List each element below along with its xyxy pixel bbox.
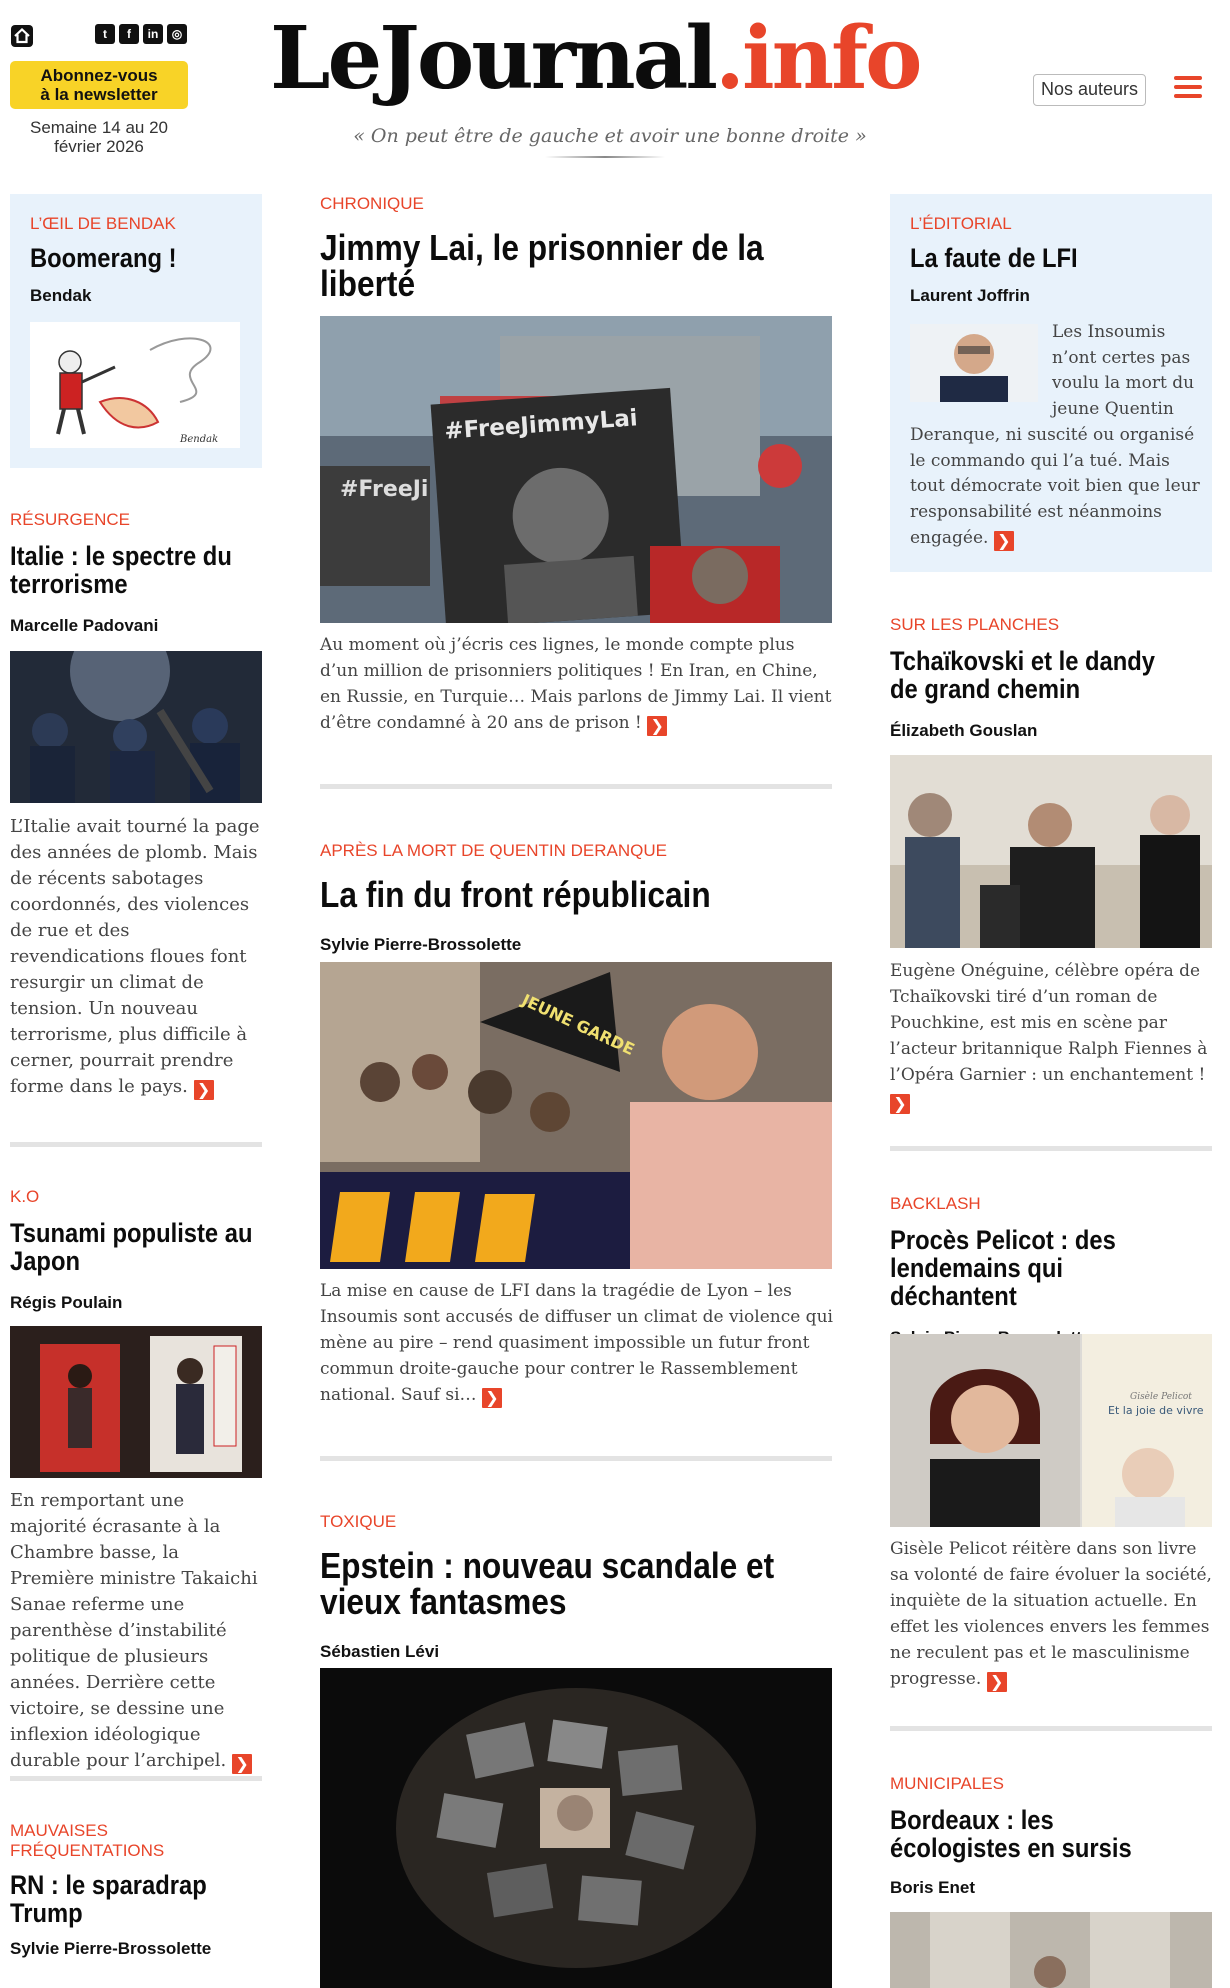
read-more-arrow[interactable]: ❯ <box>994 531 1014 551</box>
article-excerpt <box>10 1488 264 1774</box>
article-excerpt <box>890 1536 1216 1692</box>
week-line2: février 2026 <box>54 137 144 156</box>
svg-text:#FreeJi: #FreeJi <box>340 477 429 502</box>
article-title[interactable]: Epstein : nouveau scandale et vieux fantasmes <box>320 1545 775 1622</box>
section-divider <box>890 1726 1212 1731</box>
tagline-divider <box>545 156 665 158</box>
article-excerpt <box>320 1278 834 1408</box>
week-line1: Semaine 14 au 20 <box>30 118 168 137</box>
article-title[interactable]: Jimmy Lai, le prisonnier de la liberté <box>320 227 764 304</box>
article-excerpt-text: L’Italie avait tourné la page des années de plomb. Mais de récents sabotages coordonnés, des violences de rue et des revendications floues font resurgir un climat de tension. Un nouveau terrorisme, plus difficile à cerner, pourrait prendre forme dans le pays. <box>10 816 260 1097</box>
article-card[interactable] <box>320 1512 832 1662</box>
article-author[interactable]: Sylvie Pierre-Brossolette <box>320 935 522 954</box>
section-divider <box>10 1142 262 1147</box>
tagline: « On peut être de gauche et avoir une bonne droite » <box>353 125 867 147</box>
article-card[interactable] <box>10 510 262 636</box>
article-author[interactable]: Laurent Joffrin <box>910 286 1030 305</box>
article-excerpt <box>10 814 264 1100</box>
read-more-arrow[interactable]: ❯ <box>232 1754 252 1774</box>
logo-dot: . <box>715 8 742 109</box>
authors-button[interactable]: Nos auteurs <box>1033 74 1146 106</box>
instagram-icon[interactable]: ◎ <box>167 24 187 44</box>
newsletter-label-line1: Abonnez-vous <box>40 66 158 85</box>
read-more-arrow[interactable]: ❯ <box>890 1094 910 1114</box>
article-kicker: SUR LES PLANCHES <box>890 615 1060 634</box>
article-author[interactable]: Marcelle Padovani <box>10 616 159 635</box>
protest-sign-text: #FreeJimmyLai <box>443 405 639 445</box>
article-image[interactable] <box>320 962 832 1269</box>
read-more-arrow[interactable]: ❯ <box>482 1388 502 1408</box>
menu-icon[interactable] <box>1174 76 1202 98</box>
article-title[interactable]: La fin du front républicain <box>320 874 711 915</box>
book-title: Et la joie de vivre <box>1108 1404 1204 1417</box>
book-author: Gisèle Pelicot <box>1130 1392 1192 1402</box>
article-excerpt <box>910 320 1200 551</box>
article-author[interactable]: Sébastien Lévi <box>320 1642 440 1661</box>
megaphone-text: JEUNE GARDE <box>519 990 638 1059</box>
logo-main: LeJournal <box>270 8 715 109</box>
article-excerpt-text: La mise en cause de LFI dans la tragédie de Lyon – les Insoumis sont accusés de diffuser un climat de violence qui mène au pire – rend quasiment impossible un futur front commun droite-gauche pour contrer le Rassemblement national. Sauf si… <box>320 1281 833 1405</box>
section-divider <box>890 1146 1212 1151</box>
article-title[interactable]: Boomerang ! <box>30 243 177 273</box>
article-image[interactable] <box>890 1334 1212 1527</box>
article-title[interactable]: Tsunami populiste au Japon <box>10 1218 253 1276</box>
article-excerpt-text: Gisèle Pelicot réitère dans son livre sa volonté de faire évoluer la société, inquiète de la situation actuelle. En effet les violences envers les femmes ne reculent pas et le masculinisme progresse. <box>890 1539 1212 1689</box>
site-header <box>0 0 1230 185</box>
article-author[interactable]: Sylvie Pierre-Brossolette <box>10 1939 212 1958</box>
read-more-arrow[interactable]: ❯ <box>194 1080 214 1100</box>
article-card[interactable] <box>890 615 1212 741</box>
facebook-icon[interactable]: f <box>119 24 139 44</box>
article-kicker: MAUVAISES FRÉQUENTATIONS <box>10 1821 165 1860</box>
article-kicker: L’ÉDITORIAL <box>910 214 1012 233</box>
article-kicker: L’ŒIL DE BENDAK <box>30 214 176 233</box>
article-kicker: MUNICIPALES <box>890 1774 1004 1793</box>
article-title[interactable]: Italie : le spectre du terrorisme <box>10 541 232 599</box>
read-more-arrow[interactable]: ❯ <box>987 1672 1007 1692</box>
article-image[interactable] <box>10 1326 262 1478</box>
newsletter-label-line2: à la newsletter <box>40 85 158 104</box>
article-excerpt <box>320 632 834 736</box>
newsletter-button[interactable] <box>10 61 188 109</box>
article-kicker: APRÈS LA MORT DE QUENTIN DERANQUE <box>320 841 667 860</box>
article-title[interactable]: La faute de LFI <box>910 243 1078 273</box>
section-divider <box>10 1776 262 1781</box>
logo-tld: info <box>741 8 920 109</box>
section-divider <box>320 784 832 789</box>
article-card[interactable] <box>320 841 832 955</box>
article-kicker: CHRONIQUE <box>320 194 424 213</box>
article-title[interactable]: Procès Pelicot : des lendemains qui déchantent <box>890 1225 1116 1311</box>
article-kicker: RÉSURGENCE <box>10 510 130 529</box>
article-title[interactable]: RN : le sparadrap Trump <box>10 1870 207 1928</box>
article-image[interactable] <box>10 651 262 803</box>
article-excerpt-text: Les Insoumis n’ont certes pas voulu la mort du jeune Quentin Deranque, ni suscité ou organisé le commando qui l’a tué. Mais tout démocrate voit bien que leur responsabilité est néanmoins engagée. <box>910 322 1200 548</box>
article-author[interactable]: Bendak <box>30 286 92 305</box>
article-title[interactable]: Tchaïkovski et le dandy de grand chemin <box>890 646 1155 704</box>
cartoon-card[interactable] <box>10 194 262 468</box>
cartoon-image[interactable] <box>30 322 240 448</box>
cartoon-signature: Bendak <box>180 434 219 445</box>
section-divider <box>320 1456 832 1461</box>
article-author[interactable]: Élizabeth Gouslan <box>890 721 1038 740</box>
week-range <box>10 118 188 156</box>
home-icon[interactable] <box>10 24 34 48</box>
article-kicker: TOXIQUE <box>320 1512 397 1531</box>
article-card[interactable] <box>890 1774 1212 1898</box>
editorial-card[interactable] <box>890 194 1212 572</box>
social-links <box>95 24 187 44</box>
article-excerpt-text: En remportant une majorité écrasante à la Chambre basse, la Première ministre Takaichi Sanae referme une parenthèse d’instabilité politique de plusieurs années. Derrière cette victoire, se dessine une inflexion idéologique durable pour l’archipel. <box>10 1490 258 1771</box>
article-author[interactable]: Boris Enet <box>890 1878 976 1897</box>
article-excerpt <box>890 958 1214 1114</box>
article-title[interactable]: Bordeaux : les écologistes en sursis <box>890 1805 1132 1863</box>
article-excerpt-text: Au moment où j’écris ces lignes, le monde compte plus d’un million de prisonniers politiques ! En Iran, en Chine, en Russie, en Turquie… Mais parlons de Jimmy Lai. Il vient d’être condamné à 20 ans de prison ! <box>320 635 832 733</box>
article-card[interactable] <box>890 1194 1212 1348</box>
author-portrait[interactable] <box>910 324 1038 402</box>
article-card[interactable] <box>10 1821 262 1959</box>
twitter-icon[interactable]: t <box>95 24 115 44</box>
article-author[interactable]: Régis Poulain <box>10 1293 123 1312</box>
linkedin-icon[interactable]: in <box>143 24 163 44</box>
article-kicker: BACKLASH <box>890 1194 981 1213</box>
article-excerpt-text: Eugène Onéguine, célèbre opéra de Tchaïkovski tiré d’un roman de Pouchkine, est mis en scène par l’acteur britannique Ralph Fiennes à l’Opéra Garnier : un enchantement ! <box>890 961 1208 1085</box>
article-image[interactable] <box>320 316 832 623</box>
article-image[interactable] <box>890 1912 1212 1988</box>
article-card[interactable] <box>10 1187 262 1313</box>
article-kicker: K.O <box>10 1187 40 1206</box>
site-logo[interactable] <box>270 0 920 118</box>
article-image[interactable] <box>890 755 1212 948</box>
article-image[interactable] <box>320 1668 832 1988</box>
read-more-arrow[interactable]: ❯ <box>647 716 667 736</box>
